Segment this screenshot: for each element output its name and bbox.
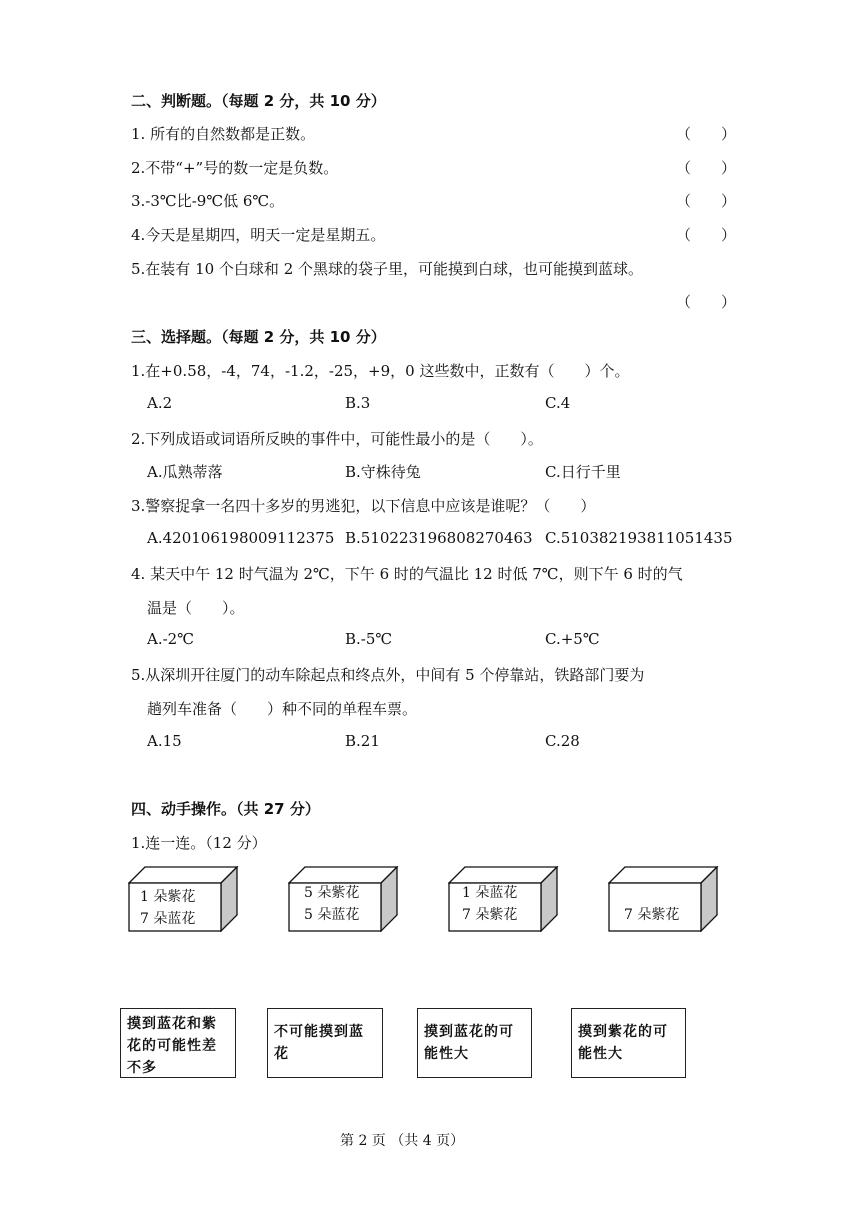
flower-box-1[interactable]: [128, 866, 240, 932]
choice-q3-option-b[interactable]: B.510223196808270463: [345, 529, 533, 547]
choice-q3: 3.警察捉拿一名四十多岁的男逃犯，以下信息中应该是谁呢？（ ）: [131, 497, 596, 515]
choice-q5-option-c[interactable]: C.28: [545, 732, 580, 750]
judge-item-4: 4.今天是星期四，明天一定是星期五。: [131, 226, 386, 244]
box-2-line2: 5 朵蓝花: [304, 907, 360, 923]
choice-q4-line1: 4. 某天中午 12 时气温为 2℃，下午 6 时的气温比 12 时低 7℃，则下午 6 时的气: [131, 565, 683, 583]
answer-paren-2[interactable]: （ ）: [676, 159, 737, 177]
choice-q2-option-c[interactable]: C.日行千里: [545, 463, 621, 481]
box-1-line1: 1 朵紫花: [140, 889, 196, 905]
judge-item-1: 1. 所有的自然数都是正数。: [131, 125, 316, 143]
answer-paren-5[interactable]: （ ）: [676, 293, 737, 311]
choice-q4-option-c[interactable]: C.+5℃: [545, 630, 600, 648]
choice-q1-option-c[interactable]: C.4: [545, 394, 571, 412]
choice-q2-option-b[interactable]: B.守株待兔: [345, 463, 421, 481]
box-2-line1: 5 朵紫花: [304, 885, 360, 901]
choice-q4-line2: 温是（ ）。: [147, 599, 245, 617]
choice-q4-option-a[interactable]: A.-2℃: [147, 630, 194, 648]
practice-heading: 四、动手操作。（共 27 分）: [131, 800, 320, 818]
choice-q1-option-a[interactable]: A.2: [147, 394, 173, 412]
choice-q5-option-a[interactable]: A.15: [147, 732, 182, 750]
flower-box-3[interactable]: [448, 866, 560, 932]
box-3-line2: 7 朵紫花: [462, 907, 518, 923]
choice-q3-option-c[interactable]: C.510382193811051435: [545, 529, 733, 547]
choice-q2-option-a[interactable]: A.瓜熟蒂落: [147, 463, 223, 481]
judge-item-5: 5.在装有 10 个白球和 2 个黑球的袋子里，可能摸到白球，也可能摸到蓝球。: [131, 260, 644, 278]
judge-item-3: 3.-3℃比-9℃低 6℃。: [131, 192, 285, 210]
choice-q2: 2.下列成语或词语所反映的事件中，可能性最小的是（ ）。: [131, 430, 543, 448]
choice-q3-option-a[interactable]: A.420106198009112375: [147, 529, 335, 547]
box-4-line2: 7 朵紫花: [624, 907, 680, 923]
answer-paren-4[interactable]: （ ）: [676, 226, 737, 244]
answer-box-4[interactable]: 摸到紫花的可能性大: [571, 1008, 686, 1078]
answer-box-3[interactable]: 摸到蓝花的可能性大: [417, 1008, 532, 1078]
answer-box-1[interactable]: 摸到蓝花和紫花的可能性差不多: [120, 1008, 236, 1078]
choice-q1-option-b[interactable]: B.3: [345, 394, 371, 412]
choice-heading: 三、选择题。（每题 2 分，共 10 分）: [131, 328, 386, 346]
practice-q1: 1.连一连。（12 分）: [131, 834, 267, 852]
page-footer: 第 2 页 （共 4 页）: [340, 1133, 465, 1149]
answer-paren-3[interactable]: （ ）: [676, 192, 737, 210]
judge-heading: 二、判断题。（每题 2 分，共 10 分）: [131, 92, 386, 110]
answer-paren-1[interactable]: （ ）: [676, 125, 737, 143]
choice-q5-option-b[interactable]: B.21: [345, 732, 380, 750]
box-1-line2: 7 朵蓝花: [140, 911, 196, 927]
box-3-line1: 1 朵蓝花: [462, 885, 518, 901]
choice-q4-option-b[interactable]: B.-5℃: [345, 630, 393, 648]
answer-box-2[interactable]: 不可能摸到蓝花: [267, 1008, 383, 1078]
flower-box-4[interactable]: [608, 866, 720, 932]
judge-item-2: 2.不带“+”号的数一定是负数。: [131, 159, 339, 177]
choice-q5-line2: 趟列车准备（ ）种不同的单程车票。: [147, 700, 418, 718]
flower-box-2[interactable]: [288, 866, 400, 932]
choice-q5-line1: 5.从深圳开往厦门的动车除起点和终点外，中间有 5 个停靠站，铁路部门要为: [131, 666, 645, 684]
choice-q1: 1.在+0.58，-4，74，-1.2，-25，+9，0 这些数中，正数有（ ）个。: [131, 362, 630, 380]
